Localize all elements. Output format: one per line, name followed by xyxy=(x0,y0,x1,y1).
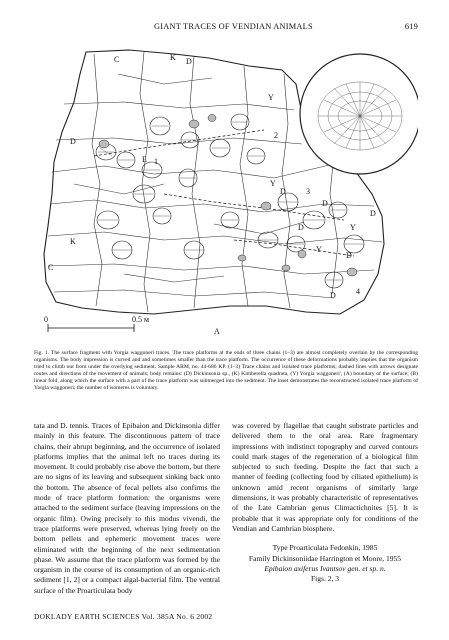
label-y-top: Y xyxy=(268,93,274,102)
right-paragraph: was covered by flagellae that caught substrate particles and delivered them to the oral area. Rare fragmentary impressions with indistinct topography and curved contours could mark stages of the regeneration of a biological film subjected to such feeding. Despite the fact that such a manner of feeding (collecting food by ciliated epithelium) is unknown amid recent organisms of similarly large dimensions, it was probably characteristic of representatives of the Late Cambrian genus Climactichnites [5]. It is probable that it was appropriate only for conditions of the Vendian and Cambrian biosphere. xyxy=(232,421,418,533)
label-one: 1 xyxy=(154,157,158,166)
running-title: GIANT TRACES OF VENDIAN ANIMALS xyxy=(154,22,313,31)
label-d-left: D xyxy=(70,137,76,146)
label-d-mr1: D xyxy=(322,199,328,208)
label-y-low: Y xyxy=(316,245,322,254)
label-e-left: E xyxy=(142,155,147,164)
journal-footer: DOKLADY EARTH SCIENCES Vol. 385A No. 6 2002 xyxy=(34,612,213,621)
figure-caption: Fig. 1. The surface fragment with Yorgia waggoneri traces. The trace platforms at the ends of three chains (1–3) are almost completely overlain by the corresponding organisms. The body impression is curved and and sometimes smaller than the trace platform. The occurrence of these deformations probably implies that the organism tried to climb out from under the overlying sediment. Sample ARM, no. 44-686 KP. (1–3) Trace chains and isolated trace platforms; dashed lines with arrows designate routes and directions of the movement of animals; body remains: (D) Dickinsonia sp., (K) Kimberella quadrata, (Y) Yorgia waggoneri', (A) boundary of the surface; (B) linear fold, along which the surface with a part of the trace platform was submerged into the sediment. The inset demonstrates the reconstructed isolated trace platform of Yorgia waggoneri; the number of isomeres is voluntary. xyxy=(34,350,418,392)
label-y-mr: Y xyxy=(350,223,356,232)
left-paragraph: tata and D. tennis. Traces of Epibaion and Dickinsonia differ mainly in this feature. The discontinuous pattern of trace chains, their abrupt beginning, and the occurrence of isolated platforms implies that the animal left no traces during its movement. It could probably rise above the bottom, but there are no signs of its leaving and subsequent sinking back onto the bottom. The absence of fecal pellets also confirms the mode of trace platform formation: the organisms were attached to the sediment surface (leaving impressions on the organic film). Owing precisely to this modus vivendi, the trace platforms were preserved, whereas lying freely on the bottom pellets and ephemeric movement traces were eliminated with the beginning of the next sedimentation phase. We assume that the trace platform was formed by the organism in the course of its consumption of an organic-rich sediment [1, 2] or a compact algal-bacterial film. The ventral surface of the Proarticulata body xyxy=(34,421,220,595)
trace-fragment-map xyxy=(34,44,418,340)
scale-max: 0.5 м xyxy=(132,315,150,324)
scale-bar xyxy=(48,324,134,332)
label-k-left: K xyxy=(70,237,76,246)
label-k-top: K xyxy=(170,53,176,62)
figure-1 xyxy=(34,44,418,340)
label-d-mr2: D xyxy=(370,209,376,218)
label-a-bot: A xyxy=(214,327,220,336)
label-d-mid: D xyxy=(280,187,286,196)
label-two: 2 xyxy=(274,131,278,140)
page-number: 619 xyxy=(404,22,418,31)
left-column xyxy=(34,421,220,596)
taxonomy-type: Type Proarticulata Fedonkin, 1985 xyxy=(272,543,378,553)
running-header xyxy=(34,22,418,34)
label-c-top: C xyxy=(114,55,120,64)
taxonomy-species: Epibaion axiferus Ivantsov gen. et sp. n. xyxy=(264,563,386,573)
label-y-mid: Y xyxy=(270,179,276,188)
right-column xyxy=(232,421,418,584)
scale-zero: 0 xyxy=(44,315,48,324)
label-d-bot: D xyxy=(330,291,336,300)
label-d-mr3: D xyxy=(346,251,352,260)
taxonomy-figs: Figs. 2, 3 xyxy=(310,574,340,584)
taxonomy-family: Family Dickinsoniidae Harrington et Moore, 1955 xyxy=(248,553,402,563)
label-four: 4 xyxy=(356,287,360,296)
label-d-top: D xyxy=(186,57,192,66)
label-c-left: C xyxy=(48,263,54,272)
label-three: 3 xyxy=(306,187,310,196)
label-d-low: D xyxy=(298,223,304,232)
